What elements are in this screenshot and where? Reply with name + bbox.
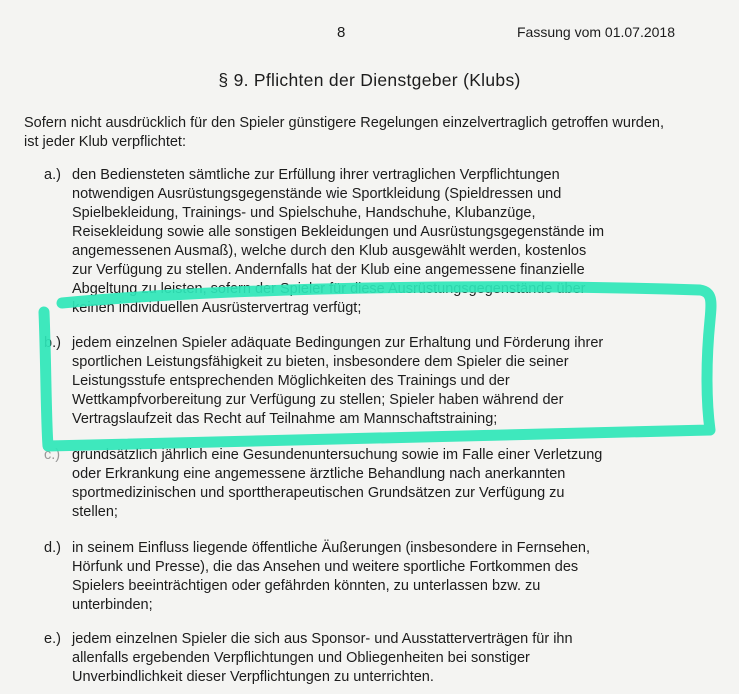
version-date: Fassung vom 01.07.2018 [517, 24, 675, 40]
item-a-line-4: Reisekleidung sowie alle sonstigen Bekleidungen und Ausrüstungsgegenstände im [72, 224, 605, 240]
item-c-line-1: grundsätzlich jährlich eine Gesundenuntersuchung sowie im Falle einer Verletzung [72, 447, 603, 463]
section-title: § 9. Pflichten der Dienstgeber (Klubs) [218, 70, 521, 90]
item-e-line-3: Unverbindlichkeit dieser Verpflichtungen zu unterrichten. [72, 669, 434, 685]
item-b-line-2: sportlichen Leistungsfähigkeit zu bieten, insbesondere dem Spieler die seiner [72, 354, 569, 370]
item-b-line-3: Leistungsstufe entsprechenden Möglichkeiten des Trainings und der [72, 373, 510, 389]
item-c-line-4: stellen; [72, 504, 118, 520]
item-a-line-2: notwendigen Ausrüstungsgegenstände wie Sportkleidung (Spieldressen und [72, 186, 562, 202]
item-d-line-4: unterbinden; [72, 597, 153, 613]
item-marker: d.) [44, 540, 61, 556]
item-a-line-7: Abgeltung zu leisten, sofern der Spieler für diese Ausrüstungsgegenstände über [72, 281, 586, 297]
item-d-line-3: Spielers beeinträchtigen oder gefährden könnten, zu unterlassen bzw. zu [72, 578, 541, 594]
item-b-line-4: Wettkampfvorbereitung zur Verfügung zu stellen; Spieler haben während der [72, 392, 564, 408]
page-number: 8 [337, 24, 346, 41]
item-a-line-8: keinen individuellen Ausrüstervertrag verfügt; [72, 300, 362, 316]
item-marker: e.) [44, 631, 61, 647]
item-a-line-3: Spielbekleidung, Trainings- und Spielschuhe, Handschuhe, Klubanzüge, [72, 205, 536, 221]
item-c-line-3: sportmedizinischen und sporttherapeutischen Grundsätzen zur Verfügung zu [72, 485, 565, 501]
item-b-line-1: jedem einzelnen Spieler adäquate Bedingungen zur Erhaltung und Förderung ihrer [72, 335, 604, 351]
item-marker: a.) [44, 167, 61, 183]
item-a-line-6: zur Verfügung zu stellen. Andernfalls hat der Klub eine angemessene finanzielle [72, 262, 585, 278]
item-marker: b.) [44, 335, 61, 351]
item-e-line-1: jedem einzelnen Spieler die sich aus Sponsor- und Ausstatterverträgen für ihn [72, 631, 573, 647]
item-e-line-2: allenfalls ergebenden Verpflichtungen und Obliegenheiten bei sonstiger [72, 650, 530, 666]
item-b-line-5: Vertragslaufzeit das Recht auf Teilnahme am Mannschaftstraining; [72, 411, 498, 427]
item-a-line-1: den Bediensteten sämtliche zur Erfüllung ihrer vertraglichen Verpflichtungen [72, 167, 560, 183]
item-c-line-2: oder Erkrankung eine angemessene ärztliche Behandlung nach anerkannten [72, 466, 566, 482]
item-a-line-5: angemessenen Ausmaß), welche durch den Klub ausgewählt werden, kostenlos [72, 243, 587, 259]
intro-paragraph: Sofern nicht ausdrücklich für den Spieler günstigere Regelungen einzelvertraglich getroffen wurden, ist jeder Klub verpflichtet: [24, 115, 664, 150]
item-d-line-2: Hörfunk und Presse), die das Ansehen und weitere sportliche Fortkommen des [72, 559, 579, 575]
item-d-line-1: in seinem Einfluss liegende öffentliche Äußerungen (insbesondere in Fernsehen, [72, 540, 591, 556]
item-marker: c.) [44, 447, 61, 463]
